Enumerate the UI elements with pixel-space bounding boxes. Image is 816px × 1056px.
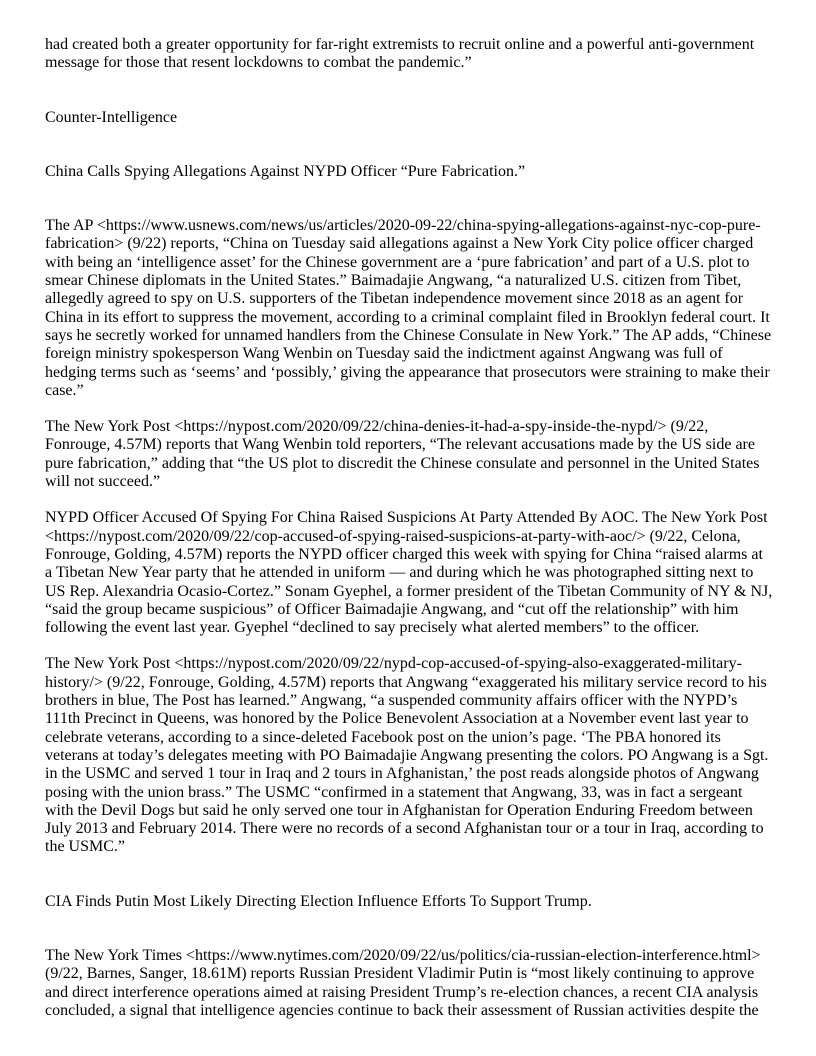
body-paragraph: The New York Post <https://nypost.com/2020/09/22/china-denies-it-had-a-spy-inside-the-nypd/> (9/22, Fonrouge, 4.57M) reports that Wang Wenbin told reporters, “The relevant accusations made by the US side are pure fabrication,” adding that “the US plot to discredit the Chinese consulate and personnel in the United States will not succeed.” xyxy=(45,418,760,491)
article-headline: China Calls Spying Allegations Against NYPD Officer “Pure Fabrication.” xyxy=(45,162,526,180)
body-paragraph: The New York Post <https://nypost.com/2020/09/22/nypd-cop-accused-of-spying-also-exaggerated-military-history/> (9/22, Fonrouge, Golding, 4.57M) reports that Angwang “exaggerated his military service record to his brothers in blue, The Post has learned.” Angwang, “a suspended community affairs officer with the NYPD’s 111th Precinct in Queens, was honored by the Police Benevolent Association at a November event last year to celebrate veterans, according to a since-deleted Facebook post on the union’s page. ‘The PBA honored its veterans at today’s delegates meeting with PO Baimadajie Angwang presenting the colors. PO Angwang is a Sgt. in the USMC and served 1 tour in Iraq and 2 tours in Afghanistan,’ the post reads alongside photos of Angwang posing with the union brass.” The USMC “confirmed in a statement that Angwang, 33, was in fact a sergeant with the Devil Dogs but said he only served one tour in Afghanistan for Operation Enduring Freedom between July 2013 and February 2014. There were no records of a second Afghanistan tour or a tour in Iraq, according to the USMC.” xyxy=(45,655,769,856)
document-page xyxy=(45,36,773,1020)
body-paragraph: The AP <https://www.usnews.com/news/us/articles/2020-09-22/china-spying-allegations-against-nyc-cop-pure-fabrication> (9/22) reports, “China on Tuesday said allegations against a New York City police officer charged with being an ‘intelligence asset’ for the Chinese government are a ‘pure fabrication’ and part of a U.S. plot to smear Chinese diplomats in the United States.” Baimadajie Angwang, “a naturalized U.S. citizen from Tibet, allegedly agreed to spy on U.S. supporters of the Tibetan independence movement since 2018 as an agent for China in its effort to suppress the movement, according to a criminal complaint filed in Brooklyn federal court. It says he secretly worked for unnamed handlers from the Chinese Consulate in New York.” The AP adds, “Chinese foreign ministry spokesperson Wang Wenbin on Tuesday said the indictment against Angwang was full of hedging terms such as ‘seems’ and ‘possibly,’ giving the appearance that prosecutors were straining to make their case.” xyxy=(45,217,772,399)
body-paragraph: The New York Times <https://www.nytimes.com/2020/09/22/us/politics/cia-russian-election-interference.html> (9/22, Barnes, Sanger, 18.61M) reports Russian President Vladimir Putin is “most likely continuing to approve and direct interference operations aimed at raising President Trump’s re-election chances, a recent CIA analysis concluded, a signal that intelligence agencies continue to back their assessment of Russian activities despite the xyxy=(45,946,761,1019)
section-heading: Counter-Intelligence xyxy=(45,108,178,126)
article-headline: CIA Finds Putin Most Likely Directing Election Influence Efforts To Support Trump. xyxy=(45,892,592,910)
body-paragraph: NYPD Officer Accused Of Spying For China Raised Suspicions At Party Attended By AOC. The New York Post <https://nypost.com/2020/09/22/cop-accused-of-spying-raised-suspicions-at-party-with-aoc/> (9/22, Celona, Fonrouge, Golding, 4.57M) reports the NYPD officer charged this week with spying for China “raised alarms at a Tibetan New Year party that he attended in uniform — and during which he was photographed sitting next to US Rep. Alexandria Ocasio-Cortez.” Sonam Gyephel, a former president of the Tibetan Community of NY & NJ, “said the group became suspicious” of Officer Baimadajie Angwang, and “cut off the relationship” with him following the event last year. Gyephel “declined to say precisely what alerted members” to the officer. xyxy=(45,509,773,637)
body-paragraph: had created both a greater opportunity for far-right extremists to recruit online and a powerful anti-government message for those that resent lockdowns to combat the pandemic.” xyxy=(45,36,755,72)
